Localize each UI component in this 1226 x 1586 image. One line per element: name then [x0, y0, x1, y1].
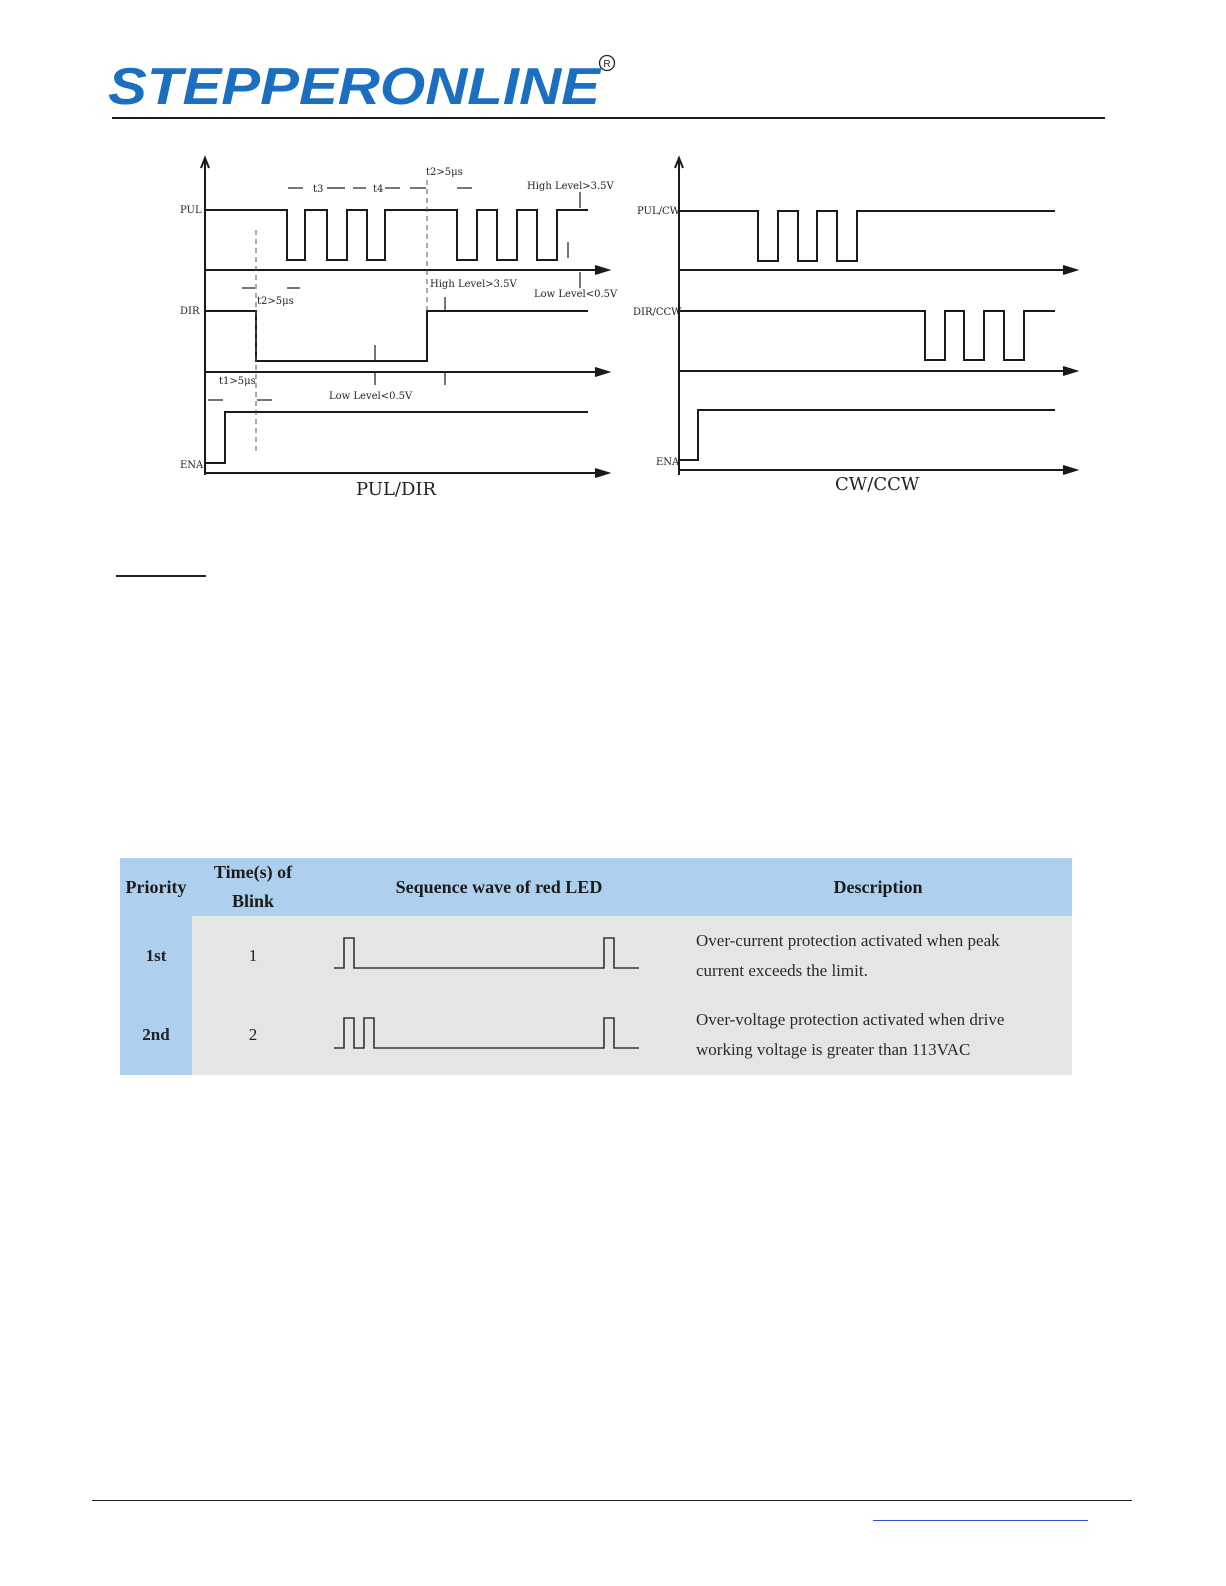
blink-count-header: Time(s) of Blink — [213, 862, 293, 911]
t3-label: t3 — [313, 184, 324, 195]
ena-signal-label: ENA — [180, 460, 204, 471]
t2-mid-label: t2>5μs — [257, 296, 294, 307]
dir-high-level-label: High Level>3.5V — [430, 279, 517, 290]
svg-text:R: R — [603, 59, 611, 70]
footer-link-underline[interactable] — [873, 1520, 1088, 1521]
header-divider — [112, 117, 1105, 119]
t4-label: t4 — [373, 184, 384, 195]
blink-count-cell: 2 — [192, 995, 314, 1075]
description-cell: Over-current protection activated when peak current exceeds the limit. — [684, 916, 1072, 995]
pul-dir-caption: PUL/DIR — [356, 479, 437, 500]
table-row — [120, 916, 1072, 995]
priority-header: Priority — [125, 876, 187, 897]
pul-dir-timing-diagram — [170, 150, 620, 510]
blink-count-cell: 1 — [192, 916, 314, 995]
cw-ccw-caption: CW/CCW — [835, 474, 920, 495]
footer-divider — [92, 1500, 1132, 1501]
priority-cell: 1st — [120, 916, 192, 995]
logo-wordmark: STEPPERONLINE — [108, 58, 602, 114]
led-fault-table — [120, 858, 1072, 1075]
led-wave-1-blink — [314, 916, 684, 990]
description-cell: Over-voltage protection activated when drive working voltage is greater than 113VAC — [684, 995, 1072, 1075]
brand-logo — [108, 52, 628, 114]
description-header: Description — [833, 876, 923, 897]
pul-low-level-label: Low Level<0.5V — [534, 289, 618, 300]
table-header-row — [120, 858, 1072, 916]
t2-top-label: t2>5μs — [426, 167, 463, 178]
table-row — [120, 995, 1072, 1075]
t1-label: t1>5μs — [219, 376, 256, 387]
led-wave-2-blinks — [314, 995, 684, 1070]
cw-ccw-timing-diagram — [625, 150, 1085, 510]
pul-cw-signal-label: PUL/CW — [637, 206, 680, 217]
priority-cell: 2nd — [120, 995, 192, 1075]
pul-high-level-label: High Level>3.5V — [527, 181, 614, 192]
led-wave-cell — [314, 916, 684, 995]
section-heading-underline — [116, 575, 206, 577]
dir-ccw-signal-label: DIR/CCW — [633, 307, 682, 318]
pul-signal-label: PUL — [180, 205, 202, 216]
dir-low-level-label: Low Level<0.5V — [329, 391, 413, 402]
ena-cw-signal-label: ENA — [656, 457, 680, 468]
dir-signal-label: DIR — [180, 306, 200, 317]
led-wave-cell — [314, 995, 684, 1075]
wave-header: Sequence wave of red LED — [395, 876, 603, 897]
